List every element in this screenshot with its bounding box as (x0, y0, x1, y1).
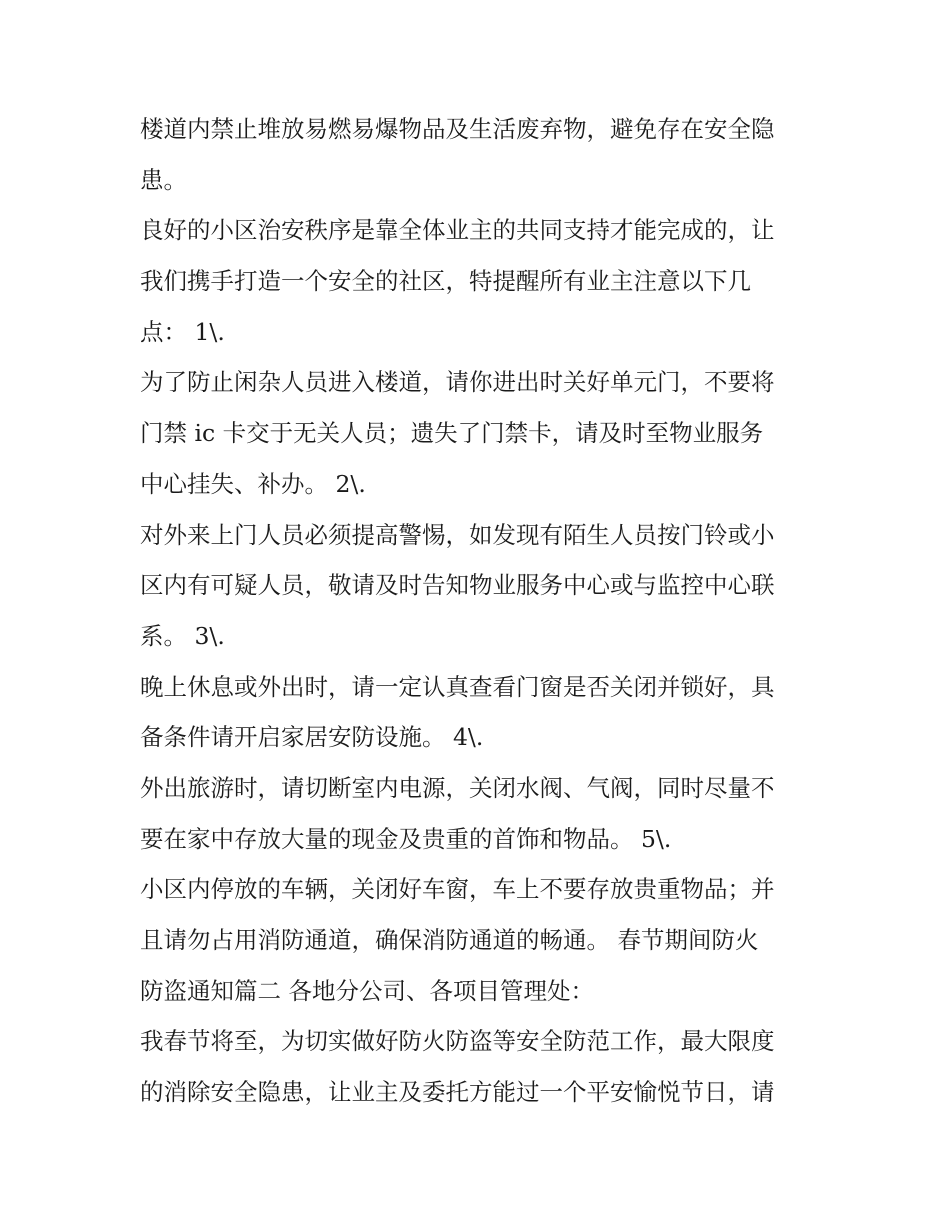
document-body (140, 104, 820, 1118)
text-line: 楼道内禁止堆放易燃易爆物品及生活废弃物，避免存在安全隐 (140, 115, 775, 143)
text-line: 点： 1\. (140, 317, 225, 346)
text-line: 小区内停放的车辆，关闭好车窗，车上不要存放贵重物品；并 (140, 875, 775, 904)
text-line: 系。 3\. (140, 621, 225, 650)
text-line: 良好的小区治安秩序是靠全体业主的共同支持才能完成的，让 (140, 216, 775, 245)
text-line: 要在家中存放大量的现金及贵重的首饰和物品。 5\. (140, 824, 672, 853)
text-line: 患。 (140, 165, 187, 194)
text-line: 为了防止闲杂人员进入楼道，请你进出时关好单元门，不要将 (140, 368, 775, 397)
text-line: 防盗通知篇二 各地分公司、各项目管理处： (140, 976, 594, 1005)
text-line: 对外来上门人员必须提高警惕，如发现有陌生人员按门铃或小 (140, 520, 775, 549)
text-line: 中心挂失、补办。 2\. (140, 469, 366, 498)
text-line: 的消除安全隐患，让业主及委托方能过一个平安愉悦节日，请 (140, 1078, 775, 1107)
text-line: 且请勿占用消防通道，确保消防通道的畅通。 春节期间防火 (140, 926, 759, 954)
text-line: 我们携手打造一个安全的社区，特提醒所有业主注意以下几 (140, 267, 751, 296)
text-line: 外出旅游时，请切断室内电源，关闭水阀、气阀，同时尽量不 (140, 773, 775, 802)
text-line: 我春节将至，为切实做好防火防盗等安全防范工作，最大限度 (140, 1027, 775, 1056)
text-line: 晚上休息或外出时，请一定认真查看门窗是否关闭并锁好，具 (140, 672, 775, 701)
text-line: 门禁 ic 卡交于无关人员；遗失了门禁卡，请及时至物业服务 (140, 419, 764, 448)
text-line: 备条件请开启家居安防设施。 4\. (140, 723, 484, 752)
text-line: 区内有可疑人员，敬请及时告知物业服务中心或与监控中心联 (140, 571, 775, 600)
